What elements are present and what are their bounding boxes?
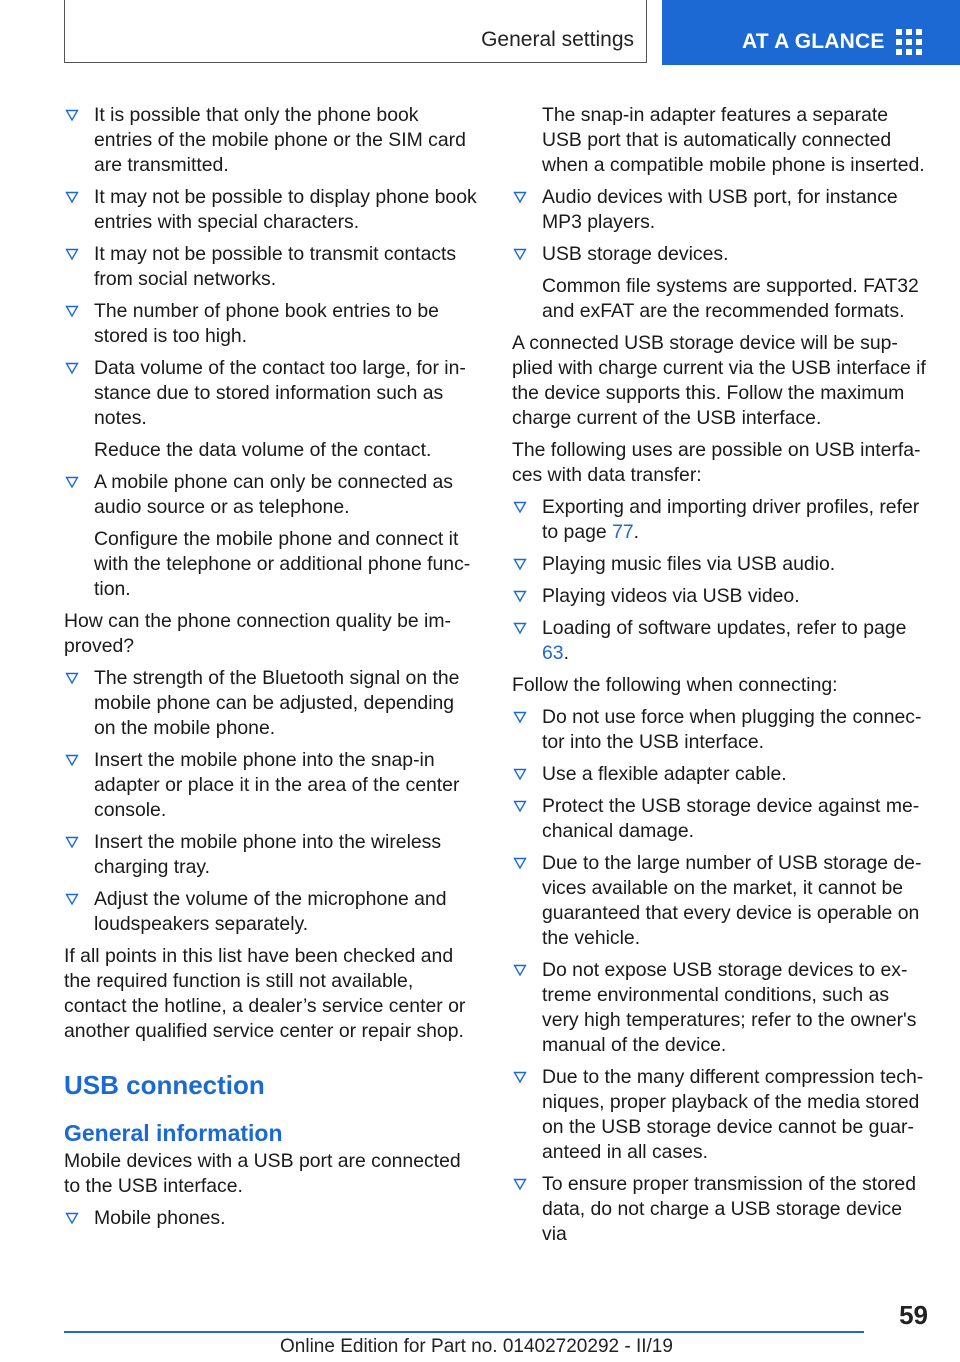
indented-note: Configure the mobile phone and connect it with the telephone or additional phone function. [94,528,471,600]
list-item [512,762,928,787]
list-item-text: Mobile phones. [94,1207,226,1229]
charge-paragraph: A connected USB storage device will be supplied with charge current via the USB interface if the device supports this. Follow the maximum charge current of the USB interface. [512,332,926,429]
triangle-bullet-icon [65,361,79,375]
connecting-paragraph: Follow the following when connecting: [512,674,838,696]
snapin-paragraph: The snap-in adapter features a separate USB port that is automatically connected when a compatible mobile phone is inserted. [542,104,925,176]
list-item [512,584,928,609]
list-item-text: Insert the mobile phone into the snap-in adapter or place it in the area of the center console. [94,749,460,821]
left-column [64,103,480,1238]
list-item-text: Playing videos via USB video. [542,585,800,607]
list-item [64,356,480,431]
triangle-bullet-icon [513,190,527,204]
triangle-bullet-icon [65,190,79,204]
list-item [512,705,928,755]
left-item-list [64,103,480,1044]
triangle-bullet-icon [513,963,527,977]
list-item-text: It may not be possible to display phone book entries with special characters. [94,186,477,233]
list-item-text: Data volume of the contact too large, for instance due to stored information such as notes. [94,357,466,429]
list-item-text: The number of phone book entries to be stored is too high. [94,300,439,347]
list-item-text: Loading of software updates, refer to page [542,617,907,639]
list-item [64,1206,480,1231]
list-item: Exporting and importing driver profiles, refer to page 77. [512,495,928,545]
triangle-bullet-icon [513,767,527,781]
triangle-bullet-icon [65,475,79,489]
list-item [64,887,480,937]
list-item-text: USB storage devices. [542,243,729,265]
uses-paragraph: The following uses are possible on USB interfaces with data transfer: [512,439,921,486]
list-item-text: The strength of the Bluetooth signal on the mobile phone can be adjusted, depending on the mobile phone. [94,667,460,739]
page-link-63[interactable]: 63 [542,642,564,664]
list-item-text: Protect the USB storage device against mechanical damage. [542,795,920,842]
page-link-77[interactable]: 77 [612,521,634,543]
list-item-text: Exporting and importing driver profiles, refer to page [542,496,920,543]
list-item [512,851,928,951]
usb-connection-heading: USB connection [64,1070,265,1100]
list-item-text: Do not use force when plugging the connector into the USB interface. [542,706,922,753]
list-item [64,185,480,235]
footer-edition: Online Edition for Part no. 01402720292 - II/19 [280,1336,673,1357]
list-item [512,794,928,844]
triangle-bullet-icon [513,247,527,261]
list-item-text: A mobile phone can only be connected as audio source or as telephone. [94,471,453,518]
list-item [512,1065,928,1165]
list-item [64,666,480,741]
list-item-text: Adjust the volume of the microphone and loudspeakers separately. [94,888,447,935]
chapter-tab-label: AT A GLANCE [742,30,885,53]
header-section-box [64,0,647,63]
list-item [64,299,480,349]
list-item [64,830,480,880]
list-item [64,242,480,292]
triangle-bullet-icon [513,621,527,635]
general-paragraph: Mobile devices with a USB port are connected to the USB interface. [64,1150,461,1197]
list-item [512,552,928,577]
paragraph: If all points in this list have been checked and the required function is still not available, contact the hotline, a dealer’s service center or another qualified service center or repair shop. [64,945,466,1042]
list-item-text: Do not expose USB storage devices to extreme environmental conditions, such as very high temperatures; refer to the owner's manual of the device. [542,959,917,1056]
triangle-bullet-icon [513,557,527,571]
triangle-bullet-icon [65,108,79,122]
list-item [64,748,480,823]
triangle-bullet-icon [65,835,79,849]
list-item [64,470,480,520]
triangle-bullet-icon [65,892,79,906]
list-item [512,1172,928,1247]
footer-divider [64,1331,864,1333]
list-item [512,958,928,1058]
connecting-list [512,705,928,1247]
triangle-bullet-icon [513,1070,527,1084]
indented-note: Reduce the data volume of the contact. [94,439,432,461]
triangle-bullet-icon [65,247,79,261]
triangle-bullet-icon [513,710,527,724]
triangle-bullet-icon [513,799,527,813]
page-number: 59 [899,1300,928,1330]
triangle-bullet-icon [65,753,79,767]
chapter-tab[interactable] [662,0,960,65]
triangle-bullet-icon [513,856,527,870]
triangle-bullet-icon [513,1177,527,1191]
file-systems-paragraph: Common file systems are supported. FAT32 and exFAT are the recommended formats. [542,275,919,322]
triangle-bullet-icon [65,1211,79,1225]
triangle-bullet-icon [65,671,79,685]
list-item: Loading of software updates, refer to page 63. [512,616,928,666]
section-title: General settings [481,28,634,51]
list-item-text: Due to the large number of USB storage devices available on the market, it cannot be guaranteed that every device is operable on the vehicle. [542,852,922,949]
list-item-text: Playing music files via USB audio. [542,553,836,575]
grid-icon [896,29,922,55]
list-item [512,185,928,235]
list-item-text: Due to the many different compression techniques, proper playback of the media stored on the USB storage device cannot be guaranteed in all cases. [542,1066,924,1163]
right-column [512,103,928,1254]
list-item-text: Insert the mobile phone into the wireless charging tray. [94,831,442,878]
paragraph: How can the phone connection quality be improved? [64,610,451,657]
list-item-text: It is possible that only the phone book entries of the mobile phone or the SIM card are transmitted. [94,104,466,176]
list-item-text: Audio devices with USB port, for instance MP3 players. [542,186,898,233]
list-item [64,103,480,178]
list-item [512,242,928,267]
list-item-text: To ensure proper transmission of the stored data, do not charge a USB storage device via [542,1173,916,1245]
triangle-bullet-icon [513,500,527,514]
list-item-text: Use a flexible adapter cable. [542,763,787,785]
triangle-bullet-icon [513,589,527,603]
general-information-heading: General information [64,1120,283,1146]
list-item-text: It may not be possible to transmit contacts from social networks. [94,243,457,290]
triangle-bullet-icon [65,304,79,318]
